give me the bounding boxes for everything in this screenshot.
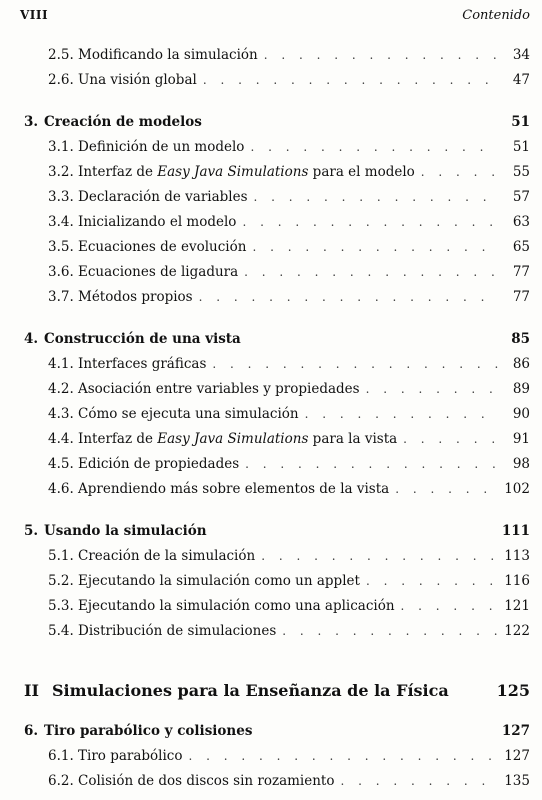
section-title: Tiro parabólico bbox=[78, 748, 183, 764]
dot-leader bbox=[401, 599, 498, 613]
section-title: Creación de la simulación bbox=[78, 548, 256, 564]
section-number: 4.2. bbox=[48, 381, 74, 397]
dot-leader bbox=[242, 215, 498, 229]
section-title: Distribución de simulaciones bbox=[78, 623, 277, 639]
page-number: 57 bbox=[512, 189, 530, 205]
page-number: 121 bbox=[504, 598, 530, 614]
section-title: Ejecutando la simulación como una aplicación bbox=[78, 598, 395, 614]
section-number: 4.6. bbox=[48, 481, 74, 497]
page-number: 127 bbox=[501, 723, 530, 739]
page-number: 127 bbox=[504, 748, 530, 764]
section-title: Asociación entre variables y propiedades bbox=[78, 381, 360, 397]
section-number: 3.7. bbox=[48, 289, 74, 305]
section-title: Cómo se ejecuta una simulación bbox=[78, 406, 299, 422]
section-title: Construcción de una vista bbox=[44, 331, 241, 347]
page-number: 98 bbox=[512, 456, 530, 472]
dot-leader bbox=[282, 624, 498, 638]
section-title: Interfaces gráficas bbox=[78, 356, 207, 372]
section-title: Interfaz de Easy Java Simulations para el modelo bbox=[78, 164, 415, 180]
section-title: Tiro parabólico y colisiones bbox=[44, 723, 253, 739]
section-number: 4.3. bbox=[48, 406, 74, 422]
section-number: 4.5. bbox=[48, 456, 74, 472]
section-number: 6.1. bbox=[48, 748, 74, 764]
section-title: Definición de un modelo bbox=[78, 139, 245, 155]
section-title: Ejecutando la simulación como un applet bbox=[78, 573, 360, 589]
section-title: Edición de propiedades bbox=[78, 456, 240, 472]
page-number: 65 bbox=[512, 239, 530, 255]
section-title: Ecuaciones de ligadura bbox=[78, 264, 239, 280]
section-number: 3.4. bbox=[48, 214, 74, 230]
section-number: 2.5. bbox=[48, 47, 74, 63]
page-number: 51 bbox=[511, 114, 530, 130]
page-number: 51 bbox=[512, 139, 530, 155]
section-number: 6.2. bbox=[48, 773, 74, 789]
section-number: 3.6. bbox=[48, 264, 74, 280]
section-number: 3.5. bbox=[48, 239, 74, 255]
section-number: 3.2. bbox=[48, 164, 74, 180]
section-title: Interfaz de Easy Java Simulations para la vista bbox=[78, 431, 398, 447]
section-number: 3.3. bbox=[48, 189, 74, 205]
dot-leader bbox=[212, 357, 498, 371]
page-number: 85 bbox=[511, 331, 530, 347]
dot-leader bbox=[366, 574, 498, 588]
section-title: Modificando la simulación bbox=[78, 47, 258, 63]
section-title: Colisión de dos discos sin rozamiento bbox=[78, 773, 335, 789]
page-number: 55 bbox=[512, 164, 530, 180]
section-title: Ecuaciones de evolución bbox=[78, 239, 247, 255]
page-number: 102 bbox=[504, 481, 530, 497]
page-number-roman: VIII bbox=[20, 8, 49, 22]
section-title: Una visión global bbox=[78, 72, 197, 88]
dot-leader bbox=[245, 457, 498, 471]
section-title: Declaración de variables bbox=[78, 189, 248, 205]
page-number: 86 bbox=[512, 356, 530, 372]
section-title: Métodos propios bbox=[78, 289, 193, 305]
section-number: 5.1. bbox=[48, 548, 74, 564]
section-title: Usando la simulación bbox=[44, 523, 207, 539]
dot-leader bbox=[252, 240, 498, 254]
section-number: 6. bbox=[24, 723, 39, 739]
dot-leader bbox=[203, 73, 498, 87]
running-header: Contenido bbox=[462, 8, 530, 23]
page-number: 77 bbox=[512, 289, 530, 305]
section-number: 2.6. bbox=[48, 72, 74, 88]
section-number: 4.1. bbox=[48, 356, 74, 372]
page-number: 125 bbox=[496, 681, 530, 700]
dot-leader bbox=[261, 549, 498, 563]
section-title: Inicializando el modelo bbox=[78, 214, 237, 230]
section-number: 5.4. bbox=[48, 623, 74, 639]
section-number: 5.2. bbox=[48, 573, 74, 589]
page-number: 63 bbox=[512, 214, 530, 230]
section-title: Creación de modelos bbox=[44, 114, 202, 130]
page-number: 47 bbox=[512, 72, 530, 88]
page-number: 135 bbox=[504, 773, 530, 789]
page-number: 90 bbox=[512, 406, 530, 422]
section-title: Simulaciones para la Enseñanza de la Física bbox=[52, 681, 449, 700]
section-number: 4.4. bbox=[48, 431, 74, 447]
dot-leader bbox=[188, 749, 498, 763]
page-number: 77 bbox=[512, 264, 530, 280]
section-number: 3. bbox=[24, 114, 39, 130]
page-number: 111 bbox=[501, 523, 530, 539]
section-number: 5. bbox=[24, 523, 39, 539]
section-title: Aprendiendo más sobre elementos de la vista bbox=[78, 481, 390, 497]
dot-leader bbox=[395, 482, 498, 496]
dot-leader bbox=[264, 48, 498, 62]
page-number: 91 bbox=[512, 431, 530, 447]
dot-leader bbox=[254, 190, 498, 204]
dot-leader bbox=[341, 774, 499, 788]
page-number: 122 bbox=[504, 623, 530, 639]
dot-leader bbox=[403, 432, 498, 446]
section-number: 3.1. bbox=[48, 139, 74, 155]
dot-leader bbox=[421, 165, 498, 179]
page-number: 89 bbox=[512, 381, 530, 397]
dot-leader bbox=[244, 265, 498, 279]
dot-leader bbox=[250, 140, 498, 154]
section-number: 4. bbox=[24, 331, 39, 347]
section-number: 5.3. bbox=[48, 598, 74, 614]
dot-leader bbox=[305, 407, 498, 421]
page-number: 113 bbox=[504, 548, 530, 564]
page-number: 116 bbox=[504, 573, 530, 589]
section-number: II bbox=[24, 681, 39, 700]
dot-leader bbox=[366, 382, 498, 396]
dot-leader bbox=[199, 290, 498, 304]
page-number: 34 bbox=[512, 47, 530, 63]
